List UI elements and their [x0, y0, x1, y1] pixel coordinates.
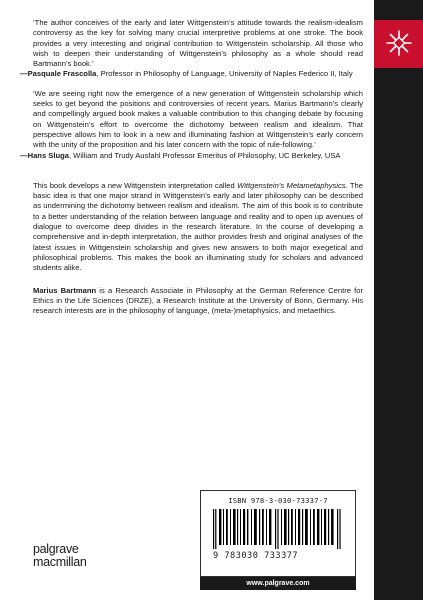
publisher-line-2: macmillan	[33, 555, 87, 569]
reviewer-affiliation-2: , William and Trudy Ausfahl Professor Emeritus of Philosophy, UC Berkeley, USA	[68, 150, 341, 160]
author-bio-text: is a Research Associate in Philosophy at the German Reference Centre for Ethics in the Life Sciences (DRZE), a Research Institute at the University of Bonn, Germany. His research interests are in the philosophy of language, (meta-)metaphysics, and metaethics.	[33, 285, 363, 316]
description-rest: . The basic idea is that one major strand in Wittgenstein’s early and later philosophy can be described as undermining the dichotomy between realism and idealism. The aim of this book is to contribute to a better understanding of the relation between language and reality and to open up avenues of dialogue to overcome deep divides in the research literature. In the course of developing a comprehensive and in-depth interpretation, the author provides fresh and original analyses of the latest issues in Wittgenstein scholarship and gives new answers to both major exegetical and philosophical problems. This makes the book an illuminating study for scholars and advanced students alike.	[33, 180, 363, 273]
review-quote-2-text: ‘We are seeing right now the emergence of a new generation of Wittgenstein scholarship which seeks to get beyond the positions and controversies of recent years. Marius Bartmann’s clearly and compellingly argued book makes a valuable contribution to this changing debate by focusing on Wittgenstein’s effort to overcome the dichotomy between realism and idealism. That perspective allows him to look in a new and illuminating fashion at Wittgenstein’s early concern with the unity of the proposition and his later concern with the topic of rule-following.’	[33, 88, 363, 150]
isbn-barcode	[200, 490, 356, 577]
reviewer-name-2: —Hans Sluga	[20, 150, 69, 160]
review-quote-2-attribution	[20, 150, 363, 161]
publisher-logo	[33, 543, 87, 569]
reviewer-affiliation-1: , Professor in Philosophy of Language, University of Naples Federico II, Italy	[96, 69, 353, 79]
barcode-icon	[211, 509, 345, 549]
book-description	[33, 181, 363, 274]
cover-text-block	[20, 18, 363, 316]
barcode-digits: 9 783030 733377	[213, 551, 299, 561]
palgrave-star-logo-icon	[374, 20, 423, 68]
review-quote-1	[20, 18, 363, 80]
publisher-url[interactable]: www.palgrave.com	[200, 577, 356, 590]
author-name: Marius Bartmann	[33, 285, 97, 295]
review-quote-1-text: ‘The author conceives of the early and later Wittgenstein’s attitude towards the realism-idealism controversy as the key for solving many crucial interpretive problems at one stroke. The book provides a very interesting and original contribution to Wittgenstein scholarship. All those who wish to deepen their understanding of Wittgenstein’s philosophy as a whole should read Bartmann’s book.’	[33, 18, 363, 69]
description-title: Wittgenstein’s Metametaphysics	[237, 180, 346, 190]
reviewer-name-1: —Pasquale Frascolla	[20, 69, 97, 79]
review-quote-2	[20, 88, 363, 161]
author-bio	[33, 286, 363, 317]
publisher-line-1: palgrave	[33, 542, 79, 556]
review-quote-1-attribution	[20, 69, 363, 79]
isbn-number: ISBN 978-3-030-73337-7	[228, 496, 328, 505]
dark-side-strip	[374, 0, 423, 600]
description-intro: This book develops a new Wittgenstein interpretation called	[33, 180, 238, 190]
